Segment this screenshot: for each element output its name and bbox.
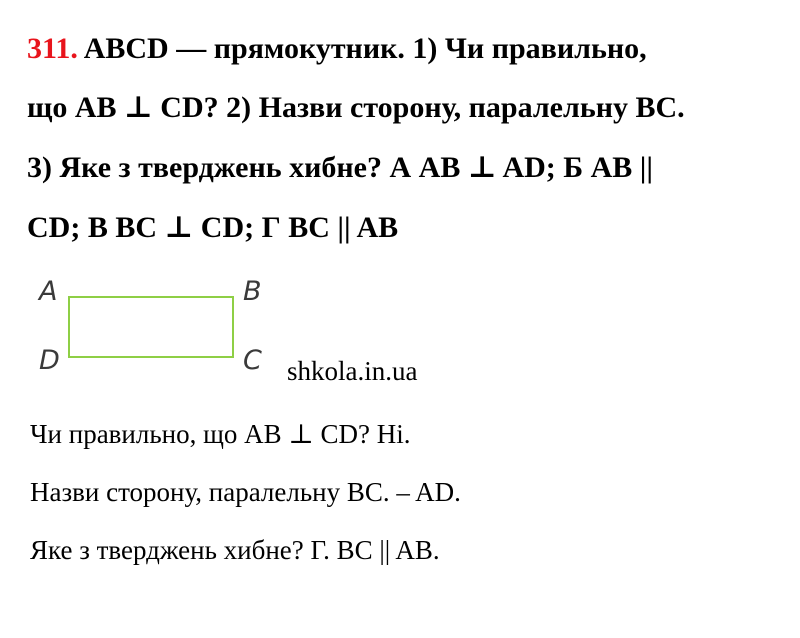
vertex-label-c: C bbox=[243, 345, 262, 376]
task-number: 311. bbox=[27, 32, 78, 65]
task-line-2: що AB ⊥ CD? 2) Назви сторону, паралельну BC. bbox=[27, 91, 685, 124]
vertex-label-a: A bbox=[39, 276, 58, 307]
vertex-label-b: B bbox=[243, 276, 262, 307]
rectangle-abcd bbox=[68, 296, 234, 358]
task-line-3: 3) Яке з тверджень хибне? А AB ⊥ AD; Б AB || bbox=[27, 151, 654, 184]
answer-line-3: Яке з тверджень хибне? Г. BC || AB. bbox=[30, 535, 440, 565]
watermark-text: shkola.in.ua bbox=[287, 356, 418, 386]
task-line-1 bbox=[27, 34, 647, 64]
task-line-4: CD; В BC ⊥ CD; Г BC || AB bbox=[27, 211, 399, 244]
rectangle-figure bbox=[30, 270, 290, 385]
task-line-1-text: ABCD — прямокутник. 1) Чи правильно, bbox=[83, 32, 647, 65]
answer-line-1: Чи правильно, що AB ⊥ CD? Ні. bbox=[30, 419, 411, 449]
vertex-label-d: D bbox=[39, 345, 60, 376]
answer-line-2: Назви сторону, паралельну BC. – AD. bbox=[30, 477, 461, 507]
